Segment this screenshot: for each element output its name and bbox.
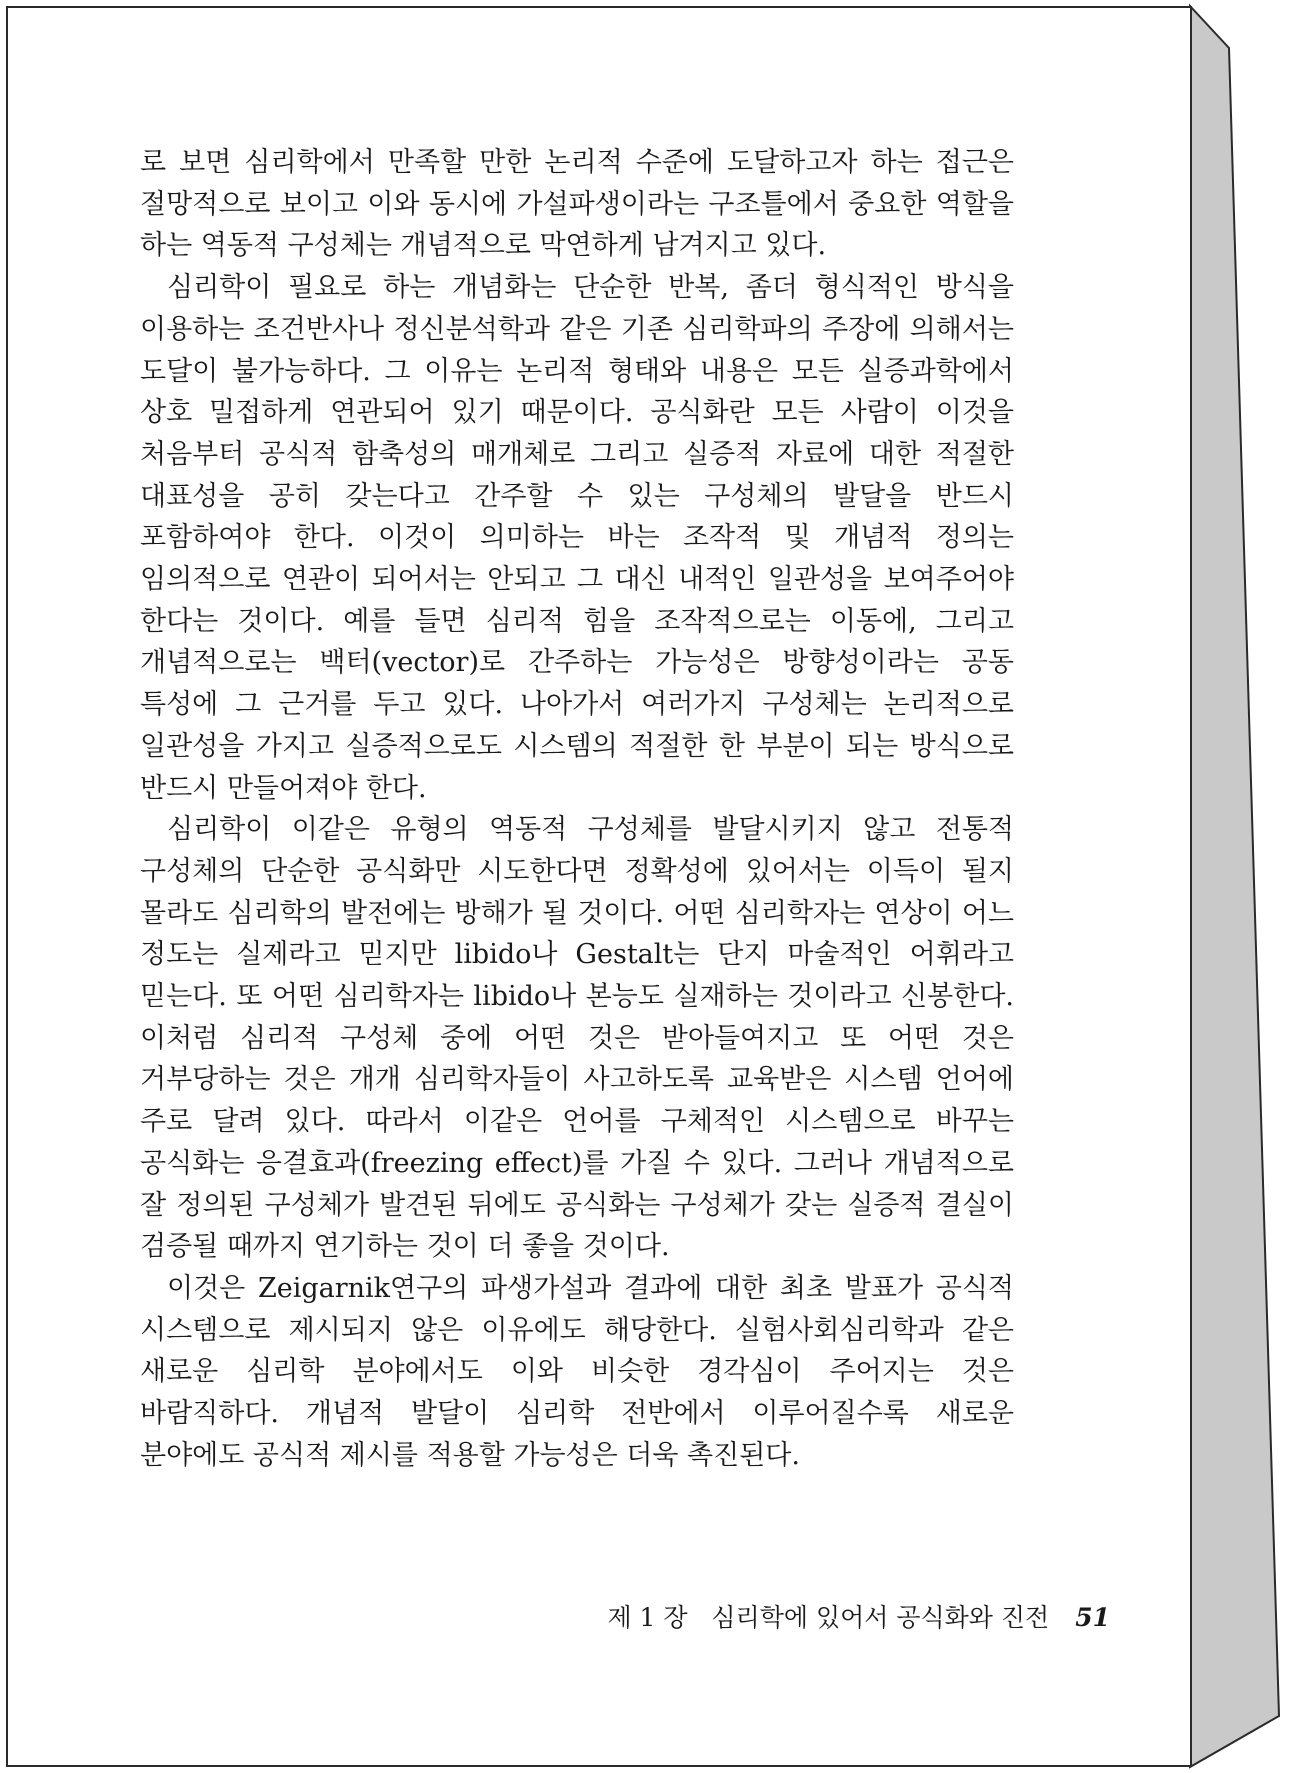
paragraph-2: 심리학이 필요로 하는 개념화는 단순한 반복, 좀더 형식적인 방식을 이용하는 조건반사나 정신분석학과 같은 기존 심리학파의 주장에 의해서는 도달이 불가능하다. 그 이유는 논리적 형태와 내용은 모든 실증과학에서 상호 밀접하게 연관되어 있기 때문이다. 공식화란 모든 사람이 이것을 처음부터 공식적 함축성의 매개체로 그리고 실증적 자료에 대한 적절한 대표성을 공히 갖는다고 간주할 수 있는 구성체의 발달을 반드시 포함하여야 한다. 이것이 의미하는 바는 조작적 및 개념적 정의는 임의적으로 연관이 되어서는 안되고 그 대신 내적인 일관성을 보여주어야 한다는 것이다. 예를 들면 심리적 힘을 조작적으로는 이동에, 그리고 개념적으로는 백터(vector)로 간주하는 가능성은 방향성이라는 공동 특성에 그 근거를 두고 있다. 나아가서 여러가지 구성체는 논리적으로 일관성을 가지고 실증적으로도 시스템의 적절한 한 부분이 되는 방식으로 반드시 만들어져야 한다. (140, 272, 1014, 804)
running-footer (607, 1598, 1110, 1634)
paragraph-1: 로 보면 심리학에서 만족할 만한 논리적 수준에 도달하고자 하는 접근은 절망적으로 보이고 이와 동시에 가설파생이라는 구조틀에서 중요한 역할을 하는 역동적 구성체는 개념적으로 막연하게 남겨지고 있다. (140, 147, 1014, 262)
chapter-label: 제 1 장 (607, 1603, 688, 1632)
page-number: 51 (1075, 1603, 1110, 1632)
paragraph-3: 심리학이 이같은 유형의 역동적 구성체를 발달시키지 않고 전통적 구성체의 단순한 공식화만 시도한다면 정확성에 있어서는 이득이 될지 몰라도 심리학의 발전에는 방해가 될 것이다. 어떤 심리학자는 연상이 어느 정도는 실제라고 믿지만 libido나 Gestalt는 단지 마술적인 어휘라고 믿는다. 또 어떤 심리학자는 libido나 본능도 실재하는 것이라고 신봉한다. 이처럼 심리적 구성체 중에 어떤 것은 받아들여지고 또 어떤 것은 거부당하는 것은 개개 심리학자들이 사고하도록 교육받은 시스템 언어에 주로 달려 있다. 따라서 이같은 언어를 구체적인 시스템으로 바꾸는 공식화는 응결효과(freezing effect)를 가질 수 있다. 그러나 개념적으로 잘 정의된 구성체가 발견된 뒤에도 공식화는 구성체가 갖는 실증적 결실이 검증될 때까지 연기하는 것이 더 좋을 것이다. (140, 814, 1014, 1263)
body-text (140, 142, 1014, 1477)
chapter-title: 심리학에 있어서 공식화와 진전 (711, 1603, 1050, 1632)
paragraph-4: 이것은 Zeigarnik연구의 파생가설과 결과에 대한 최초 발표가 공식적 시스템으로 제시되지 않은 이유에도 해당한다. 실험사회심리학과 같은 새로운 심리학 분야에서도 이와 비슷한 경각심이 주어지는 것은 바람직하다. 개념적 발달이 심리학 전반에서 이루어질수록 새로운 분야에도 공식적 제시를 적용할 가능성은 더욱 촉진된다. (140, 1272, 1014, 1471)
